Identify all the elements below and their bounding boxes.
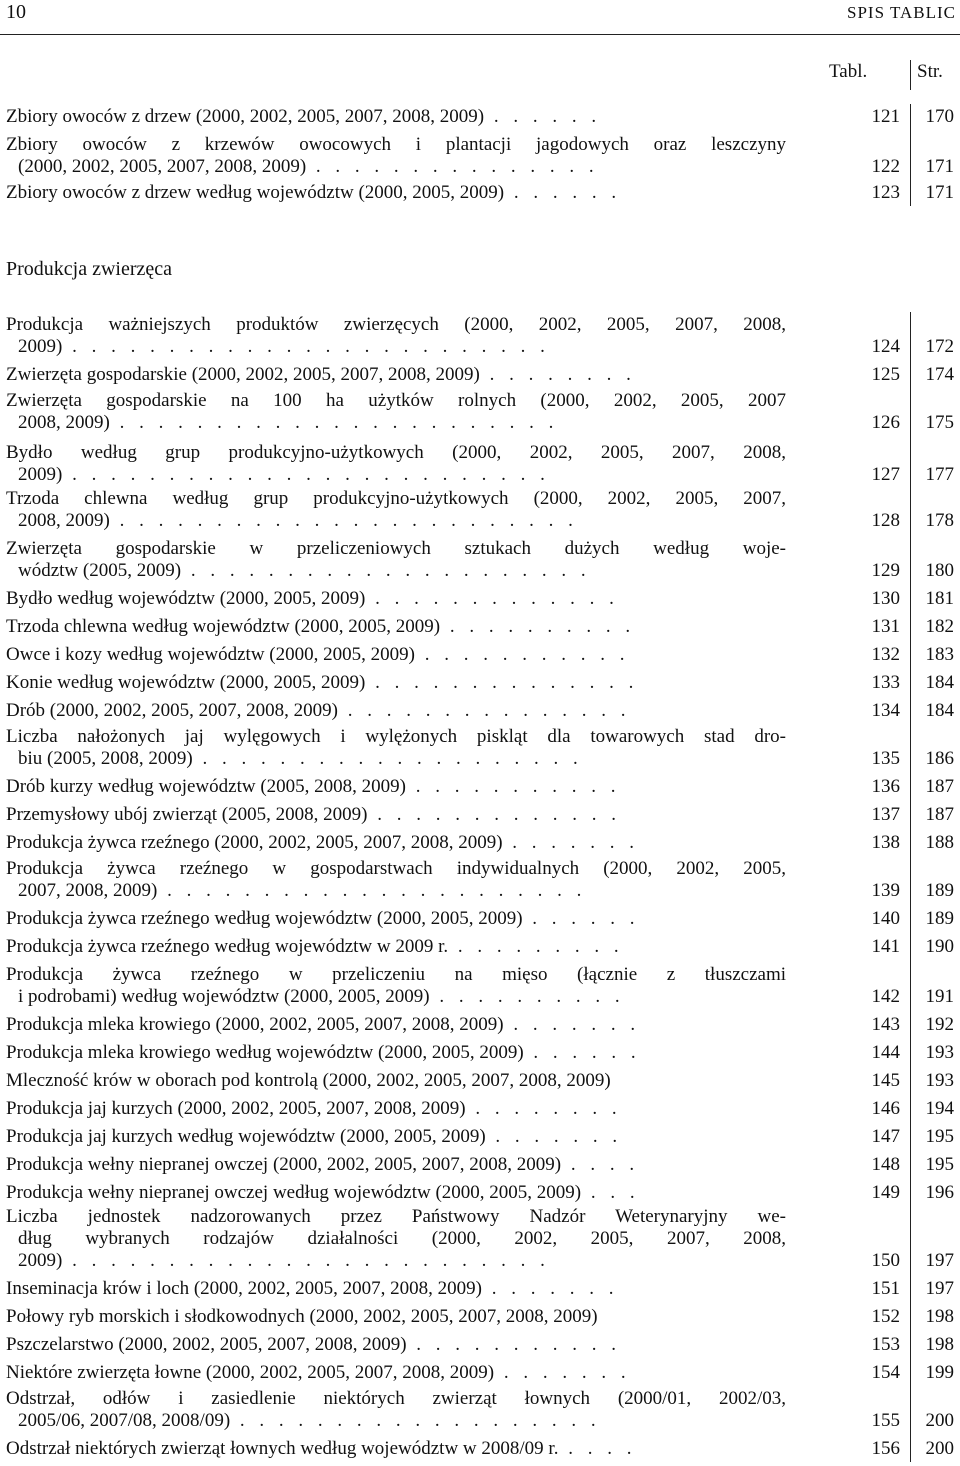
page-ref: 189 [925, 880, 954, 901]
leader-dots: . . . . . . . . . . . . . . . . . . . . . . [157, 880, 587, 901]
table-number: 148 [871, 1154, 900, 1175]
table-number: 132 [871, 644, 900, 665]
entry-title-line [6, 1306, 786, 1328]
toc-entry [6, 314, 956, 358]
entry-title-text: Zbiory owoców z drzew według województw (2000, 2005, 2009) [6, 182, 505, 203]
table-number: 145 [871, 1070, 900, 1091]
entry-title-text: Produkcja żywca rzeźnego (2000, 2002, 2005, 2007, 2008, 2009) [6, 832, 503, 853]
entry-title-text: 2008, 2009) [18, 412, 110, 433]
entry-title-continuation [6, 464, 786, 486]
leader-dots: . . . . . . . . . . . . . . . . . . . [230, 1410, 601, 1431]
entry-title-line [6, 1070, 786, 1092]
table-number: 131 [871, 616, 900, 637]
page-ref: 187 [925, 804, 954, 825]
leader-dots: . . . . . . . [485, 1126, 623, 1147]
entry-title-continuation [6, 880, 786, 902]
entry-title-text: Produkcja mleka krowiego według województw (2000, 2005, 2009) [6, 1042, 524, 1063]
page-ref: 190 [925, 936, 954, 957]
entry-title-text: Produkcja żywca rzeźnego według województw (2000, 2005, 2009) [6, 908, 523, 929]
entry-title-text: 2008, 2009) [18, 510, 110, 531]
page-ref: 170 [925, 106, 954, 127]
page-ref: 188 [925, 832, 954, 853]
leader-dots: . . . . . . . . . . [440, 616, 636, 637]
toc-entry [6, 1154, 956, 1176]
entry-title-text: Produkcja wełny niepranej owczej według województw (2000, 2005, 2009) [6, 1182, 582, 1203]
entry-title-line [6, 182, 786, 204]
toc-entry [6, 1014, 956, 1036]
toc-entry [6, 1306, 956, 1328]
entry-title-text: 2005/06, 2007/08, 2008/09) [18, 1410, 231, 1431]
page-ref: 195 [925, 1154, 954, 1175]
entry-title-text: Odstrzał niektórych zwierząt łownych według województw w 2008/09 r. [6, 1438, 559, 1459]
entry-title-line [6, 832, 786, 854]
table-number: 154 [871, 1362, 900, 1383]
entry-title-line [6, 1098, 786, 1120]
table-number: 123 [871, 182, 900, 203]
section-title: Produkcja zwierzęca [6, 258, 173, 280]
table-number: 142 [871, 986, 900, 1007]
page-ref: 198 [925, 1306, 954, 1327]
page-ref: 172 [925, 336, 954, 357]
leader-dots: . . . . . . . . . . . [414, 644, 630, 665]
entry-title-line [6, 936, 786, 958]
toc-entry [6, 390, 956, 434]
entry-title-line [6, 1334, 786, 1356]
toc-entry [6, 804, 956, 826]
toc-entry [6, 1098, 956, 1120]
entry-title-text: Przemysłowy ubój zwierząt (2005, 2008, 2009) [6, 804, 368, 825]
toc-entry [6, 442, 956, 486]
toc-entry [6, 182, 956, 204]
page-ref: 196 [925, 1182, 954, 1203]
table-number: 134 [871, 700, 900, 721]
entry-title-line [6, 644, 786, 666]
table-number: 122 [871, 156, 900, 177]
page-ref: 184 [925, 700, 954, 721]
table-number: 133 [871, 672, 900, 693]
leader-dots: . . . . . . . . . . . [405, 776, 621, 797]
page-ref: 175 [925, 412, 954, 433]
table-number: 141 [871, 936, 900, 957]
table-number: 126 [871, 412, 900, 433]
page-ref: 177 [925, 464, 954, 485]
entry-title-text: Produkcja jaj kurzych według województw (2000, 2005, 2009) [6, 1126, 486, 1147]
table-number: 135 [871, 748, 900, 769]
page-ref: 193 [925, 1070, 954, 1091]
toc-entry [6, 1182, 956, 1204]
entry-title-line: Zwierzęta gospodarskie w przeliczeniowych sztukach dużych według woje- [6, 538, 786, 559]
entry-title-text: Drób kurzy według województw (2005, 2008, 2009) [6, 776, 406, 797]
toc-entry [6, 538, 956, 582]
entry-title-line [6, 1362, 786, 1384]
toc-entry [6, 1070, 956, 1092]
table-number: 143 [871, 1014, 900, 1035]
page-ref: 189 [925, 908, 954, 929]
entry-title-line: Zwierzęta gospodarskie na 100 ha użytków rolnych (2000, 2002, 2005, 2007 [6, 390, 786, 411]
entry-title-line [6, 1042, 786, 1064]
entry-title-continuation [6, 1250, 786, 1272]
page-ref: 184 [925, 672, 954, 693]
leader-dots: . . . . . . [523, 1042, 641, 1063]
entry-title-text: 2009) [18, 464, 63, 485]
leader-dots: . . . . . . [522, 908, 640, 929]
entry-title-line [6, 588, 786, 610]
leader-dots: . . . . . . . . . . . . . . . . . . . . [192, 748, 583, 769]
running-head: SPIS TABLIC [847, 3, 956, 22]
toc-entry [6, 936, 956, 958]
leader-dots: . . . . . . . [481, 1278, 619, 1299]
entry-title-line: Produkcja ważniejszych produktów zwierzęcych (2000, 2002, 2005, 2007, 2008, [6, 314, 786, 335]
toc-entry [6, 1206, 956, 1272]
entry-title-line [6, 106, 786, 128]
entry-title-text: i podrobami) według województw (2000, 2005, 2009) [18, 986, 430, 1007]
toc-entry [6, 364, 956, 386]
entry-title-continuation [6, 748, 786, 770]
leader-dots: . . . . . . . . . . . . . . . . . . . . . [181, 560, 591, 581]
toc-entry [6, 588, 956, 610]
leader-dots: . . . . . . . . . . . . . [365, 588, 619, 609]
page-ref: 193 [925, 1042, 954, 1063]
page-ref: 187 [925, 776, 954, 797]
leader-dots: . . . . . . . . [465, 1098, 622, 1119]
entry-title-text: 2007, 2008, 2009) [18, 880, 158, 901]
entry-title-line: Produkcja żywca rzeźnego w gospodarstwach indywidualnych (2000, 2002, 2005, [6, 858, 786, 879]
entry-title-text: Trzoda chlewna według województw (2000, 2005, 2009) [6, 616, 441, 637]
table-number: 146 [871, 1098, 900, 1119]
leader-dots: . . . . . . [484, 106, 602, 127]
table-number: 150 [871, 1250, 900, 1271]
entry-title-line [6, 364, 786, 386]
page-ref: 198 [925, 1334, 954, 1355]
entry-title-text: Niektóre zwierzęta łowne (2000, 2002, 2005, 2007, 2008, 2009) [6, 1362, 495, 1383]
table-number: 124 [871, 336, 900, 357]
table-number: 125 [871, 364, 900, 385]
entry-title-line [6, 908, 786, 930]
toc-entry [6, 700, 956, 722]
leader-dots: . . . . . . . [502, 832, 640, 853]
leader-dots: . . . . [561, 1154, 640, 1175]
table-number: 155 [871, 1410, 900, 1431]
header-rule [0, 34, 960, 35]
leader-dots: . . . . . . . . . . . [406, 1334, 622, 1355]
table-number: 144 [871, 1042, 900, 1063]
page-ref: 191 [925, 986, 954, 1007]
table-number: 127 [871, 464, 900, 485]
toc-entry [6, 1126, 956, 1148]
page-header [0, 0, 960, 34]
entry-title-text: wództw (2005, 2009) [18, 560, 182, 581]
table-number: 156 [871, 1438, 900, 1459]
table-number: 130 [871, 588, 900, 609]
entry-title-line: Bydło według grup produkcyjno-użytkowych (2000, 2002, 2005, 2007, 2008, [6, 442, 786, 463]
entry-title-line: Odstrzał, odłów i zasiedlenie niektórych zwierząt łownych (2000/01, 2002/03, [6, 1388, 786, 1409]
leader-dots: . . . . . . . . [479, 364, 636, 385]
entry-title-line [6, 672, 786, 694]
page-ref: 200 [925, 1410, 954, 1431]
page-ref: 183 [925, 644, 954, 665]
entry-title-line [6, 776, 786, 798]
entry-title-text: Drób (2000, 2002, 2005, 2007, 2008, 2009) [6, 700, 338, 721]
toc-entry [6, 488, 956, 532]
table-number: 153 [871, 1334, 900, 1355]
leader-dots: . . . . . . . . . . . . . . . . . . . . . . . . [109, 510, 578, 531]
toc-entry [6, 1278, 956, 1300]
toc-entry [6, 832, 956, 854]
entry-title-line [6, 1438, 786, 1460]
entry-title-text: 2009) [18, 336, 63, 357]
entry-title-text: 2009) [18, 1250, 63, 1271]
table-number: 138 [871, 832, 900, 853]
entry-title-continuation [6, 510, 786, 532]
entry-title-text: Mleczność krów w oborach pod kontrolą (2000, 2002, 2005, 2007, 2008, 2009) [6, 1070, 611, 1091]
entry-title-continuation [6, 560, 786, 582]
entry-title-text: Bydło według województw (2000, 2005, 2009) [6, 588, 366, 609]
entry-title-text: Produkcja jaj kurzych (2000, 2002, 2005, 2007, 2008, 2009) [6, 1098, 466, 1119]
toc-entry [6, 1388, 956, 1432]
leader-dots: . . . . . . . . . . . . . . . [337, 700, 631, 721]
entry-title-text: Produkcja mleka krowiego (2000, 2002, 2005, 2007, 2008, 2009) [6, 1014, 504, 1035]
page-ref: 195 [925, 1126, 954, 1147]
entry-title-line [6, 616, 786, 638]
leader-dots: . . . . [558, 1438, 637, 1459]
entry-title-line: Zbiory owoców z krzewów owocowych i plantacji jagodowych oraz leszczyny [6, 134, 786, 155]
page-ref: 199 [925, 1362, 954, 1383]
page-ref: 171 [925, 182, 954, 203]
entry-title-line [6, 700, 786, 722]
entry-title-line [6, 804, 786, 826]
column-head-str: Str. [917, 61, 943, 82]
page-ref: 186 [925, 748, 954, 769]
column-head-tabl: Tabl. [829, 61, 868, 82]
entry-title-text: Produkcja wełny niepranej owczej (2000, 2002, 2005, 2007, 2008, 2009) [6, 1154, 562, 1175]
entry-title-continuation [6, 1410, 786, 1432]
toc-entry [6, 134, 956, 178]
leader-dots: . . . . . . . . . . . . . . [365, 672, 639, 693]
leader-dots: . . . . . . [504, 182, 622, 203]
toc-entry [6, 1438, 956, 1460]
toc-entry [6, 616, 956, 638]
entry-title-text: Zbiory owoców z drzew (2000, 2002, 2005, 2007, 2008, 2009) [6, 106, 485, 127]
toc-entry [6, 106, 956, 128]
entry-title-text: Owce i kozy według województw (2000, 2005, 2009) [6, 644, 415, 665]
page-ref: 171 [925, 156, 954, 177]
page-ref: 197 [925, 1278, 954, 1299]
toc-entry [6, 858, 956, 902]
entry-title-continuation [6, 986, 786, 1008]
page-ref: 192 [925, 1014, 954, 1035]
leader-dots: . . . . . . . . . . . . . . . . . . . . . . . . . [62, 1250, 550, 1271]
table-number: 121 [871, 106, 900, 127]
entry-title-text: (2000, 2002, 2005, 2007, 2008, 2009) [18, 156, 307, 177]
leader-dots: . . . . . . . . . [448, 936, 624, 957]
page-ref: 180 [925, 560, 954, 581]
entry-title-line: Produkcja żywca rzeźnego w przeliczeniu na mięso (łącznie z tłuszczami [6, 964, 786, 985]
entry-title-line [6, 1014, 786, 1036]
leader-dots: . . . . . . . [494, 1362, 631, 1383]
entry-title-line: Trzoda chlewna według grup produkcyjno-użytkowych (2000, 2002, 2005, 2007, [6, 488, 786, 509]
table-number: 137 [871, 804, 900, 825]
leader-dots: . . . . . . . . . . . . . . . . . . . . . . . . . [62, 464, 550, 485]
table-number: 128 [871, 510, 900, 531]
page-ref: 197 [925, 1250, 954, 1271]
entry-title-line [6, 1182, 786, 1204]
toc-entry [6, 672, 956, 694]
leader-dots: . . . . . . . . . . . . . . . . . . . . . . . [109, 412, 559, 433]
entry-title-text: Inseminacja krów i loch (2000, 2002, 2005, 2007, 2008, 2009) [6, 1278, 482, 1299]
entry-title-text: Konie według województw (2000, 2005, 2009) [6, 672, 366, 693]
table-number: 151 [871, 1278, 900, 1299]
entry-title-line [6, 1278, 786, 1300]
leader-dots: . . . . . . . . . . . . . [367, 804, 621, 825]
page-ref: 194 [925, 1098, 954, 1119]
table-number: 149 [871, 1182, 900, 1203]
entry-title-continuation [6, 156, 786, 178]
page-ref: 181 [925, 588, 954, 609]
entry-title-text: Zwierzęta gospodarskie (2000, 2002, 2005, 2007, 2008, 2009) [6, 364, 480, 385]
entry-title-line: dług wybranych rodzajów działalności (2000, 2002, 2005, 2007, 2008, [18, 1228, 786, 1249]
entry-title-line [6, 1126, 786, 1148]
entry-title-line: Liczba jednostek nadzorowanych przez Państwowy Nadzór Weterynaryjny we- [6, 1206, 786, 1227]
entry-title-line [6, 1154, 786, 1176]
table-number: 140 [871, 908, 900, 929]
leader-dots: . . . . . . . [503, 1014, 641, 1035]
entry-title-text: biu (2005, 2008, 2009) [18, 748, 193, 769]
table-number: 139 [871, 880, 900, 901]
entry-title-line: Liczba nałożonych jaj wylęgowych i wylężonych piskląt dla towarowych stad dro- [6, 726, 786, 747]
leader-dots: . . . [581, 1182, 640, 1203]
column-rule [910, 60, 911, 90]
toc-entry [6, 1362, 956, 1384]
page-ref: 174 [925, 364, 954, 385]
page-ref: 200 [925, 1438, 954, 1459]
toc-entry [6, 776, 956, 798]
table-number: 136 [871, 776, 900, 797]
toc-entry [6, 1042, 956, 1064]
table-number: 152 [871, 1306, 900, 1327]
page-ref: 178 [925, 510, 954, 531]
toc-entry [6, 908, 956, 930]
entry-title-text: Produkcja żywca rzeźnego według województw w 2009 r. [6, 936, 449, 957]
leader-dots: . . . . . . . . . . . . . . . [306, 156, 599, 177]
page-number: 10 [6, 1, 26, 23]
entry-title-text: Połowy ryb morskich i słodkowodnych (2000, 2002, 2005, 2007, 2008, 2009) [6, 1306, 598, 1327]
leader-dots: . . . . . . . . . . [429, 986, 625, 1007]
toc-entry [6, 726, 956, 770]
entry-title-continuation [6, 412, 786, 434]
entry-title-text: Pszczelarstwo (2000, 2002, 2005, 2007, 2008, 2009) [6, 1334, 407, 1355]
entry-title-continuation [6, 336, 786, 358]
table-number: 147 [871, 1126, 900, 1147]
page-ref: 182 [925, 616, 954, 637]
toc-entry [6, 1334, 956, 1356]
leader-dots: . . . . . . . . . . . . . . . . . . . . . . . . . [62, 336, 550, 357]
toc-entry [6, 964, 956, 1008]
table-number: 129 [871, 560, 900, 581]
toc-entry [6, 644, 956, 666]
